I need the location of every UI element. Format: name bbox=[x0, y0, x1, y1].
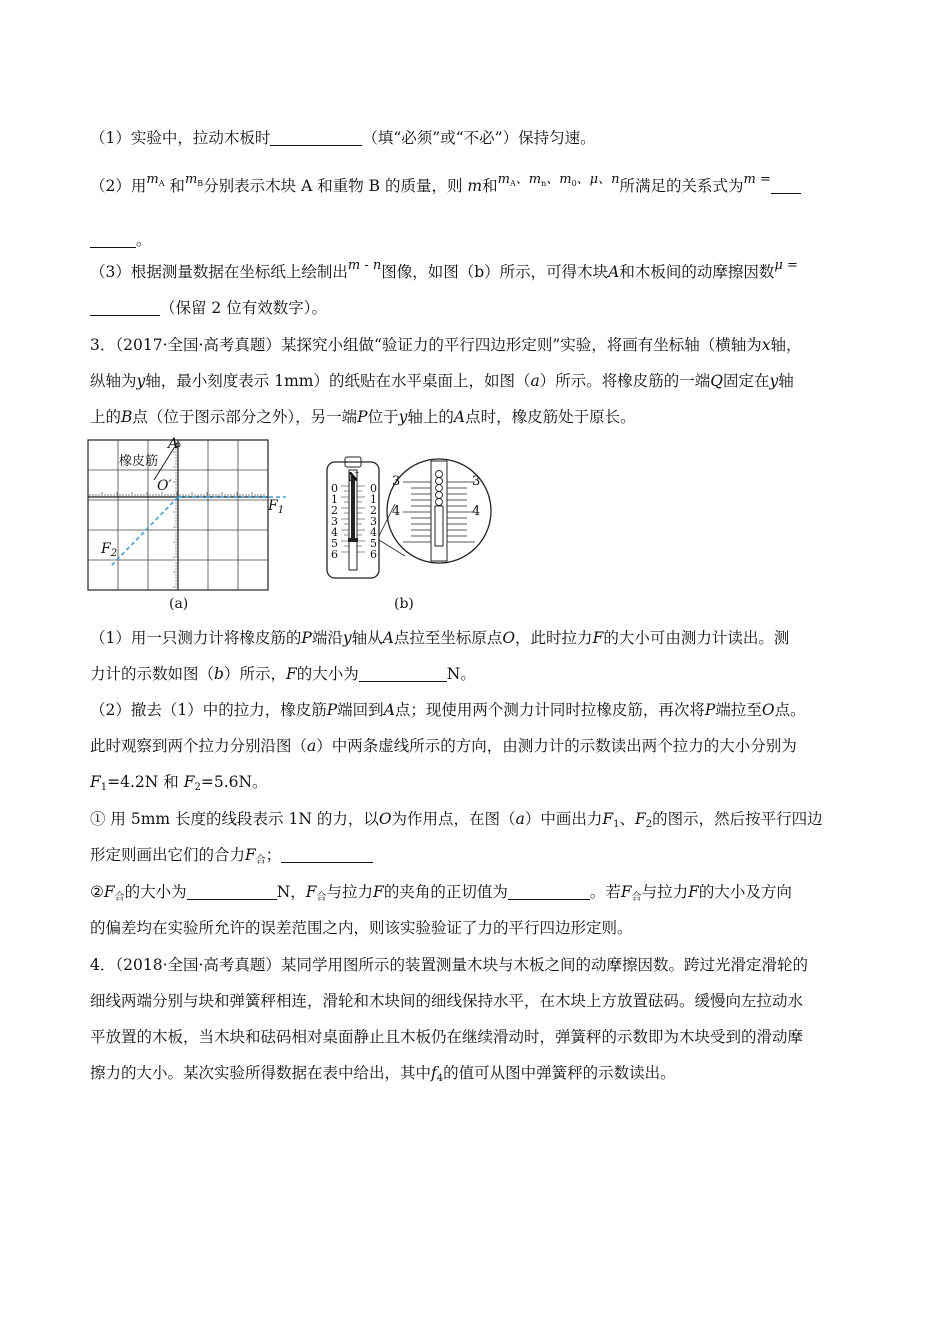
caption-b: (b) bbox=[394, 596, 414, 612]
answer-blank[interactable] bbox=[90, 231, 136, 248]
q3-sub2: $②F_合$的大小为 N，$F_合$与拉力F的夹角的正切值为 。若$F_合$与拉力F的大小及方向 bbox=[90, 883, 792, 903]
zoom-label-3-left: 3 bbox=[392, 474, 401, 489]
answer-blank[interactable] bbox=[270, 129, 362, 146]
zoom-label-4-right: 4 bbox=[472, 504, 481, 519]
q2-part2: （2）用$^{m_A}$ 和$^{m_B}$分别表示木块 A 和重物 B 的质量，则 m和$^{m_A、m_n、m_0、\mu、n}$所满足的关系式为$^{m =}$ bbox=[90, 175, 801, 203]
q3-line3: 上的B点（位于图示部分之外），另一端P位于y轴上的A点时，橡皮筋处于原长。 bbox=[90, 408, 636, 426]
q3-sub1: ① 用 5mm 长度的线段表示 1N 的力，以O为作用点，在图（a）中画出力$F_1$、$F_2$的图示，然后按平行四边 bbox=[90, 810, 823, 830]
q3-part1: （1）用一只测力计将橡皮筋的P端沿y轴从A点拉至坐标原点O，此时拉力F的大小可由测力计读出。测 bbox=[90, 629, 790, 647]
q4-line3: 平放置的木板，当木块和砝码相对桌面静止且木板仍在继续滑动时，弹簧秤的示数即为木块受到的滑动摩 bbox=[90, 1028, 804, 1046]
label-f1: $F_1$ bbox=[268, 498, 285, 516]
q4-header: 4．（2018·全国·高考真题）某同学用图所示的装置测量木块与木板之间的动摩擦因数。跨过光滑定滑轮的 bbox=[90, 956, 808, 974]
answer-blank[interactable] bbox=[359, 665, 447, 682]
caption-a: (a) bbox=[169, 596, 189, 612]
q4-line4: 擦力的大小。某次实验所得数据在表中给出，其中$f_4$的值可从图中弹簧秤的示数读出。 bbox=[90, 1064, 676, 1084]
label-newton: N bbox=[348, 470, 359, 484]
answer-blank[interactable] bbox=[90, 299, 160, 316]
label-f2: $F_2$ bbox=[101, 541, 118, 559]
answer-blank[interactable] bbox=[771, 177, 801, 194]
scale-left: 0 1 2 3 4 5 6 bbox=[331, 482, 338, 561]
q2-part3-cont: （保留 2 位有效数字）。 bbox=[90, 297, 327, 319]
q3-sub1-cont: 形定则画出它们的合力$F_合$； bbox=[90, 844, 373, 872]
q3-part2: （2）撤去（1）中的拉力，橡皮筋P端回到A点；现使用两个测力计同时拉橡皮筋，再次将P端拉至O点。 bbox=[90, 701, 806, 719]
answer-blank[interactable] bbox=[187, 883, 277, 900]
q3-line2: 纵轴为y轴，最小刻度表示 1mm）的纸贴在水平桌面上，如图（a）所示。将橡皮筋的一端Q固定在y轴 bbox=[90, 372, 794, 390]
q3-sub2-cont: 的偏差均在实验所允许的误差范围之内，则该实验验证了力的平行四边形定则。 bbox=[90, 919, 633, 937]
q2-part2-cont: 。 bbox=[90, 229, 152, 251]
zoom-label-4-left: 4 bbox=[392, 504, 401, 519]
q2-part1: （1）实验中，拉动木板时 （填“必须”或“不必”）保持匀速。 bbox=[90, 129, 596, 147]
q3-header: 3．（2017·全国·高考真题）某探究小组做“验证力的平行四边形定则”实验，将画有坐标轴（横轴为x轴， bbox=[90, 336, 802, 354]
scale-right: 0 1 2 3 4 5 6 bbox=[370, 482, 377, 561]
q3-part1-cont: 力计的示数如图（b）所示，F的大小为 N。 bbox=[90, 665, 476, 683]
label-a-point: A bbox=[168, 436, 179, 452]
q2-part3: （3）根据测量数据在坐标纸上绘制出$^{m - n}$图像，如图（b）所示，可得木块A和木板间的动摩擦因数$^{\mu =}$ bbox=[90, 258, 798, 281]
answer-blank[interactable] bbox=[281, 846, 373, 863]
figure-a-grid bbox=[86, 438, 296, 593]
zoom-label-3-right: 3 bbox=[472, 474, 481, 489]
answer-blank[interactable] bbox=[508, 883, 590, 900]
label-rubber-band: 橡皮筋 bbox=[119, 454, 159, 469]
q4-line2: 细线两端分别与块和弹簧秤相连，滑轮和木块间的细线保持水平，在木块上方放置砝码。缓慢向左拉动水 bbox=[90, 992, 804, 1010]
label-origin: O′ bbox=[157, 478, 172, 494]
q3-part2-line3: $F_1=4.2N$ 和 $F_2=5.6N$。 bbox=[90, 773, 268, 793]
q3-part2-line2: 此时观察到两个拉力分别沿图（a）中两条虚线所示的方向，由测力计的示数读出两个拉力的大小分别为 bbox=[90, 737, 797, 755]
